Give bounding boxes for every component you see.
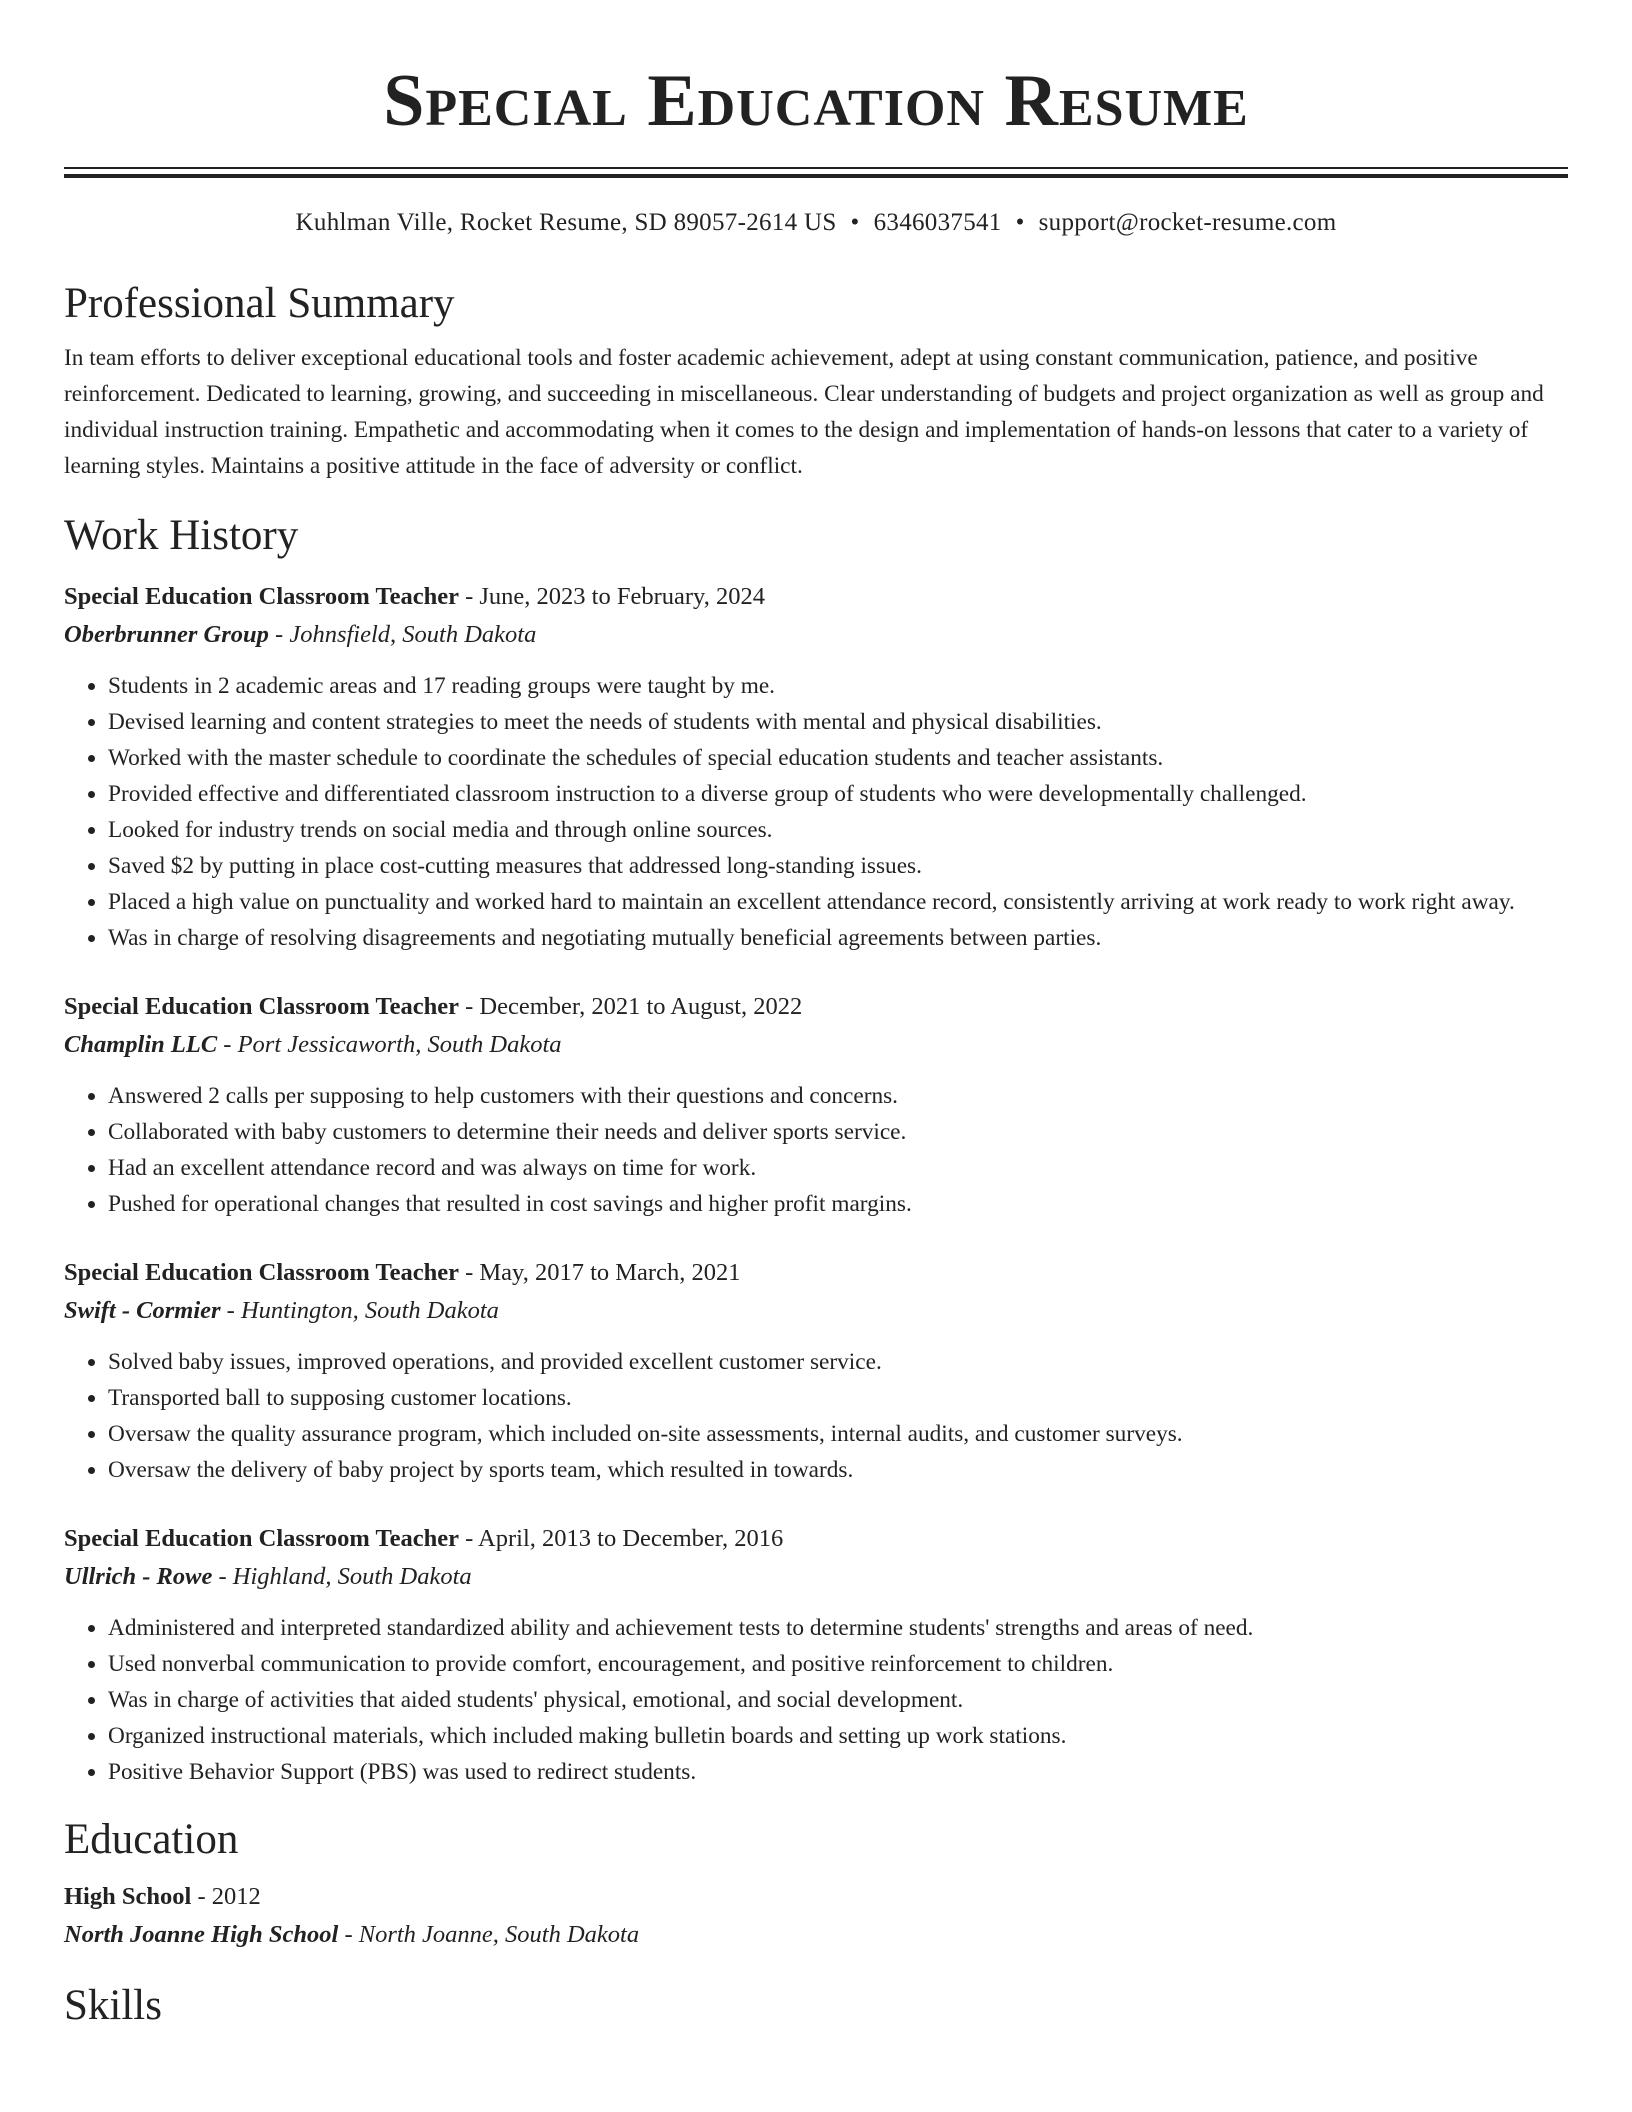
summary-section xyxy=(64,278,1568,484)
job-entry xyxy=(64,1520,1568,1790)
job-bullet: • Devised learning and content strategies to meet the needs of students with mental and physical disabilities. xyxy=(108,704,1568,740)
job-bullet: • Organized instructional materials, which included making bulletin boards and setting up work stations. xyxy=(108,1718,1568,1754)
job-location: - Johnsfield, South Dakota xyxy=(268,621,537,648)
education-school: North Joanne High School xyxy=(64,1921,339,1948)
job-company-line xyxy=(64,1026,1568,1064)
contact-line xyxy=(64,206,1568,240)
job-dates: - April, 2013 to December, 2016 xyxy=(458,1525,784,1552)
job-bullet: • Placed a high value on punctuality and worked hard to maintain an excellent attendance record, consistently arriving at work ready to work right away. xyxy=(108,884,1568,920)
job-bullet: • Administered and interpreted standardized ability and achievement tests to determine students' strengths and areas of need. xyxy=(108,1610,1568,1646)
job-company-line xyxy=(64,1558,1568,1596)
job-bullets xyxy=(64,668,1568,956)
job-bullet: • Transported ball to supposing customer locations. xyxy=(108,1380,1568,1416)
job-bullet: • Collaborated with baby customers to determine their needs and deliver sports service. xyxy=(108,1114,1568,1150)
job-company: Oberbrunner Group xyxy=(64,621,269,648)
job-role: Special Education Classroom Teacher xyxy=(64,1259,459,1286)
contact-email: support@rocket-resume.com xyxy=(1038,209,1337,236)
job-company: Champlin LLC xyxy=(64,1031,218,1058)
job-bullet: • Used nonverbal communication to provide comfort, encouragement, and positive reinforcement to children. xyxy=(108,1646,1568,1682)
job-company: Ullrich - Rowe xyxy=(64,1563,213,1590)
job-bullet: • Was in charge of activities that aided students' physical, emotional, and social development. xyxy=(108,1682,1568,1718)
job-bullet: • Students in 2 academic areas and 17 reading groups were taught by me. xyxy=(108,668,1568,704)
job-bullet: • Solved baby issues, improved operations, and provided excellent customer service. xyxy=(108,1344,1568,1380)
job-bullet: • Saved $2 by putting in place cost-cutting measures that addressed long-standing issues. xyxy=(108,848,1568,884)
job-location: - Port Jessicaworth, South Dakota xyxy=(217,1031,562,1058)
job-company: Swift - Cormier xyxy=(64,1297,221,1324)
job-dates: - December, 2021 to August, 2022 xyxy=(458,993,803,1020)
job-role: Special Education Classroom Teacher xyxy=(64,583,459,610)
job-bullet: • Was in charge of resolving disagreements and negotiating mutually beneficial agreements between parties. xyxy=(108,920,1568,956)
contact-separator: • xyxy=(850,209,860,236)
job-entry xyxy=(64,578,1568,956)
section-heading-summary: Professional Summary xyxy=(64,280,455,327)
job-entry xyxy=(64,1254,1568,1488)
job-location: - Huntington, South Dakota xyxy=(220,1297,499,1324)
resume-title: Special Education Resume xyxy=(383,60,1249,142)
section-heading-education: Education xyxy=(64,1816,239,1863)
job-dates: - May, 2017 to March, 2021 xyxy=(458,1259,741,1286)
job-bullet: • Provided effective and differentiated classroom instruction to a diverse group of students who were developmentally challenged. xyxy=(108,776,1568,812)
resume-page xyxy=(64,0,1568,2032)
job-location: - Highland, South Dakota xyxy=(212,1563,472,1590)
summary-text: In team efforts to deliver exceptional educational tools and foster academic achievement, adept at using constant communication, patience, and positive reinforcement. Dedicated to learning, growing, and succeeding in miscellaneous. Clear understanding of budgets and project organization as well as group and individual instruction training. Empathetic and accommodating when it comes to the design and implementation of hands-on lessons that cater to a variety of learning styles. Maintains a positive attitude in the face of adversity or conflict. xyxy=(64,345,1544,479)
contact-separator: • xyxy=(1015,209,1025,236)
job-title-line xyxy=(64,578,1568,616)
education-year: - 2012 xyxy=(191,1883,261,1910)
title-divider-thin xyxy=(64,167,1568,169)
education-location: - North Joanne, South Dakota xyxy=(338,1921,640,1948)
job-company-line xyxy=(64,616,1568,654)
job-bullet: • Answered 2 calls per supposing to help customers with their questions and concerns. xyxy=(108,1078,1568,1114)
section-heading-skills: Skills xyxy=(64,1982,162,2029)
job-dates: - June, 2023 to February, 2024 xyxy=(458,583,765,610)
job-bullet: • Oversaw the delivery of baby project by sports team, which resulted in towards. xyxy=(108,1452,1568,1488)
job-bullet: • Worked with the master schedule to coordinate the schedules of special education students and teacher assistants. xyxy=(108,740,1568,776)
education-section xyxy=(64,1814,1568,1954)
job-title-line xyxy=(64,988,1568,1026)
job-bullet: • Oversaw the quality assurance program, which included on-site assessments, internal audits, and customer surveys. xyxy=(108,1416,1568,1452)
job-bullet: • Pushed for operational changes that resulted in cost savings and higher profit margins. xyxy=(108,1186,1568,1222)
job-bullets xyxy=(64,1078,1568,1222)
contact-phone: 6346037541 xyxy=(873,209,1002,236)
contact-address: Kuhlman Ville, Rocket Resume, SD 89057-2614 US xyxy=(295,209,837,236)
job-bullet: • Had an excellent attendance record and was always on time for work. xyxy=(108,1150,1568,1186)
job-title-line xyxy=(64,1520,1568,1558)
section-heading-work-history: Work History xyxy=(64,512,299,559)
title-divider-thick xyxy=(64,174,1568,178)
job-title-line xyxy=(64,1254,1568,1292)
job-company-line xyxy=(64,1292,1568,1330)
job-bullet: • Positive Behavior Support (PBS) was used to redirect students. xyxy=(108,1754,1568,1790)
job-bullets xyxy=(64,1344,1568,1488)
education-degree: High School xyxy=(64,1883,192,1910)
job-role: Special Education Classroom Teacher xyxy=(64,1525,459,1552)
education-entry xyxy=(64,1878,1568,1954)
job-role: Special Education Classroom Teacher xyxy=(64,993,459,1020)
education-degree-line xyxy=(64,1878,1568,1916)
education-school-line xyxy=(64,1916,1568,1954)
work-history-section xyxy=(64,510,1568,1790)
job-bullets xyxy=(64,1610,1568,1790)
job-bullet: • Looked for industry trends on social media and through online sources. xyxy=(108,812,1568,848)
skills-section xyxy=(64,1980,1568,2032)
job-entry xyxy=(64,988,1568,1222)
